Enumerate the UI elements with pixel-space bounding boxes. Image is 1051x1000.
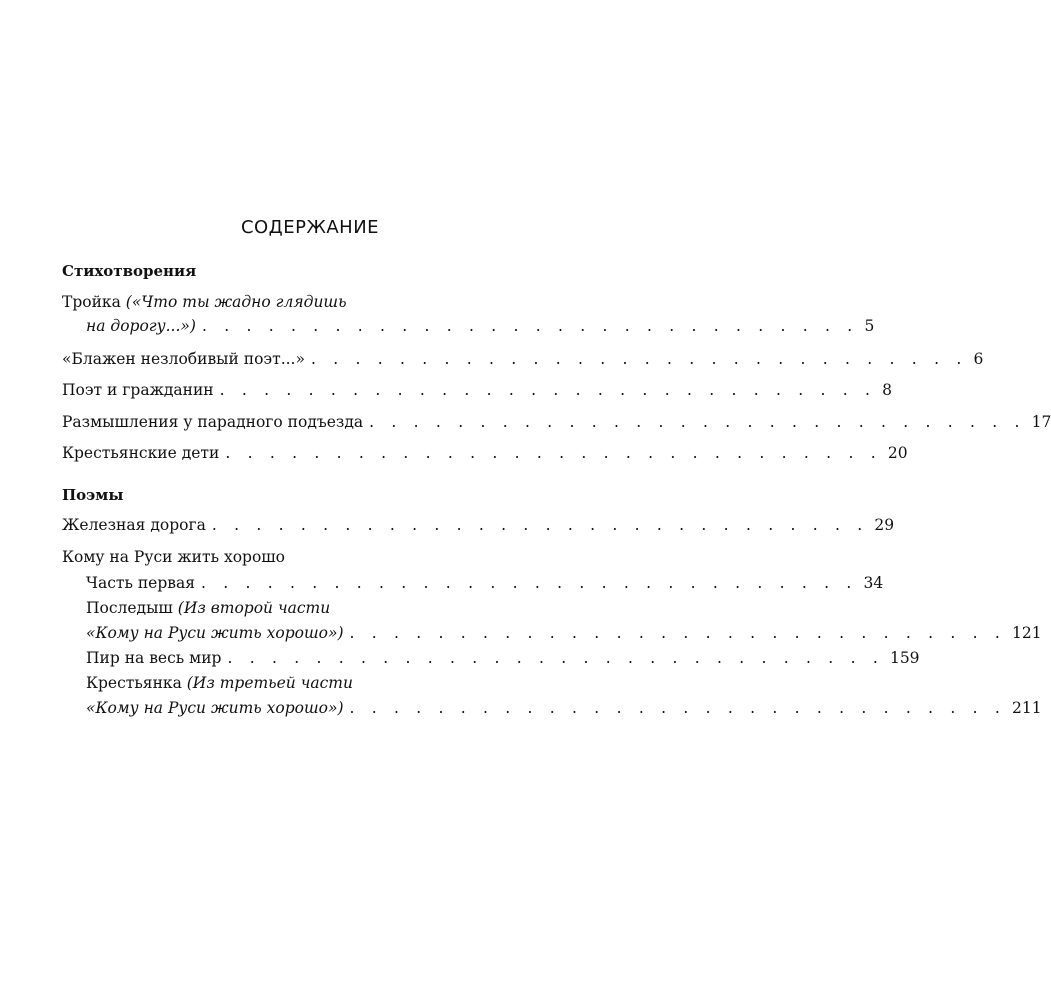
entry-title: Крестьянка (86, 674, 187, 692)
dot-leader: . . . . . . . . . . . . . . . . . . . . . . . . . . . . . . (227, 649, 884, 667)
entry-title: Часть первая (86, 574, 196, 592)
entry-subtitle-cont: «Кому на Руси жить хорошо») (86, 699, 344, 717)
entry-subtitle-cont: «Кому на Руси жить хорошо») (86, 624, 344, 642)
page-number: 17 (1031, 413, 1051, 431)
page-number: 211 (1012, 699, 1042, 717)
dot-leader: . . . . . . . . . . . . . . . . . . . . . . . . . . . . . . (225, 444, 882, 462)
toc-entry-blazhen[interactable] (62, 350, 984, 372)
toc-entry-komu-na-rusi[interactable] (62, 548, 514, 570)
entry-title: Крестьянские дети (62, 444, 220, 462)
dot-leader: . . . . . . . . . . . . . . . . . . . . . . . . . . . . . . (369, 413, 1026, 431)
toc-entry-chast-pervaya[interactable] (86, 574, 884, 596)
page-number: 29 (874, 516, 895, 534)
entry-title: Размышления у парадного подъезда (62, 413, 364, 431)
page-number: 159 (889, 649, 920, 667)
dot-leader: . . . . . . . . . . . . . . . . . . . . . . . . . . . . . . (201, 574, 858, 592)
section-heading-poems-short: Стихотворения (62, 262, 197, 280)
entry-subtitle: (Из третьей части (186, 674, 353, 692)
dot-leader: . . . . . . . . . . . . . . . . . . . . . . . . . . . . . . (349, 699, 1007, 717)
page-number: 34 (863, 574, 884, 592)
toc-entry-poet-i-grazhdanin[interactable] (62, 381, 892, 403)
section-heading-long-poems: Поэмы (62, 486, 124, 504)
dot-leader: . . . . . . . . . . . . . . . . . . . . . . . . . . . . . . (349, 624, 1007, 642)
page-number: 121 (1012, 624, 1042, 642)
dot-leader: . . . . . . . . . . . . . . . . . . . . . . . . . . . . . . (310, 350, 968, 368)
page-number: 8 (882, 381, 892, 399)
entry-title: «Блажен незлобивый поэт...» (62, 350, 305, 368)
toc-entry-posledysh-line1[interactable] (86, 599, 514, 621)
dot-leader: . . . . . . . . . . . . . . . . . . . . . . . . . . . . . . (219, 381, 877, 399)
entry-title: Кому на Руси жить хорошо (62, 548, 286, 566)
entry-subtitle: (Из второй части (177, 599, 331, 617)
entry-subtitle-cont: на дорогу...») (86, 317, 196, 335)
page-number: 5 (864, 317, 875, 335)
dot-leader: . . . . . . . . . . . . . . . . . . . . . . . . . . . . . . (211, 516, 869, 534)
toc-entry-krestyanka-line1[interactable] (86, 674, 514, 696)
toc-entry-posledysh-line2[interactable] (86, 624, 1042, 646)
entry-subtitle: («Что ты жадно глядишь (125, 293, 347, 311)
toc-entry-krestyanka-line2[interactable] (86, 699, 1042, 721)
entry-title: Поэт и гражданин (62, 381, 214, 399)
entry-title: Последыш (86, 599, 178, 617)
entry-title: Пир на весь мир (86, 649, 222, 667)
entry-title: Тройка (62, 293, 126, 311)
dot-leader: . . . . . . . . . . . . . . . . . . . . . . . . . . . . . . (201, 317, 859, 335)
toc-entry-pir-na-ves-mir[interactable] (86, 649, 920, 671)
entry-title: Железная дорога (62, 516, 206, 534)
page-number: 6 (973, 350, 984, 368)
toc-entry-zheleznaya-doroga[interactable] (62, 516, 895, 538)
page-title: СОДЕРЖАНИЕ (240, 217, 380, 238)
page-number: 20 (887, 444, 908, 462)
toc-entry-troika-line2[interactable] (86, 317, 875, 339)
toc-entry-troika-line1[interactable] (62, 293, 514, 315)
toc-entry-krestyanskie-deti[interactable] (62, 444, 908, 466)
toc-entry-razmyshleniya[interactable] (62, 413, 1051, 435)
